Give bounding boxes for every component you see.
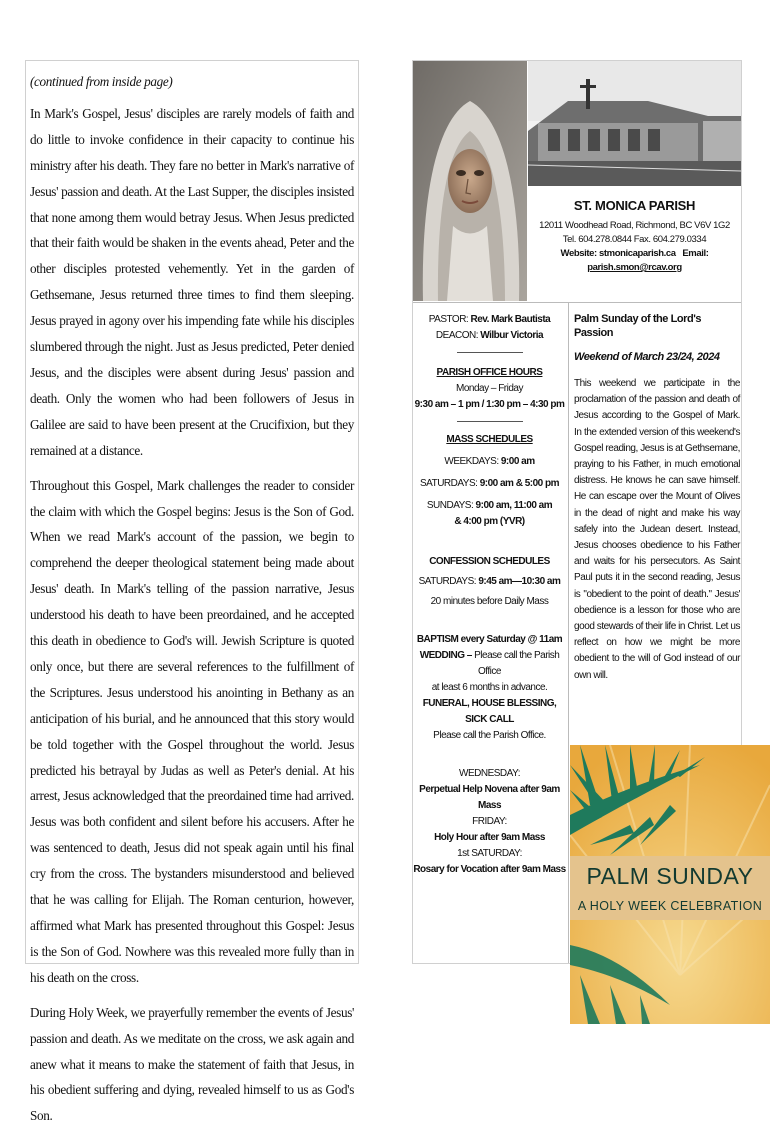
mass-sundays-yvr: & 4:00 pm (YVR) — [454, 516, 525, 527]
office-hours: 9:30 am – 1 pm / 1:30 pm – 4:30 pm — [414, 399, 565, 410]
wednesday-devotion: Perpetual Help Novena after 9am Mass — [419, 784, 560, 811]
wedding-info-2: at least 6 months in advance. — [431, 682, 548, 693]
first-saturday-label: 1st SATURDAY: — [457, 848, 522, 859]
parish-phone: Tel. 604.278.0844 Fax. 604.279.0334 — [562, 234, 707, 245]
parish-email-link[interactable]: parish.smon@rcav.org — [587, 262, 682, 273]
mass-saturdays: 9:00 am & 5:00 pm — [479, 478, 560, 489]
baptism-info: BAPTISM every Saturday @ 11am — [416, 634, 563, 645]
parish-email-label: Email: — [682, 248, 709, 259]
mass-sundays-label: SUNDAYS: — [426, 500, 474, 511]
schedule-column — [413, 312, 566, 878]
wednesday-label: WEDNESDAY: — [459, 768, 520, 779]
parish-contact-block — [528, 186, 741, 302]
mass-weekdays-label: WEEKDAYS: — [444, 456, 499, 467]
funeral-note: Please call the Parish Office. — [433, 730, 546, 741]
deacon-label: DEACON: — [435, 330, 478, 341]
st-monica-statue-image — [413, 61, 527, 301]
office-days: Monday – Friday — [456, 383, 523, 394]
wedding-label: WEDDING – — [419, 650, 472, 661]
funeral-info: FUNERAL, HOUSE BLESSING, SICK CALL — [422, 698, 557, 725]
confession-title: CONFESSION SCHEDULES — [429, 556, 550, 567]
mass-saturdays-label: SATURDAYS: — [419, 478, 478, 489]
reflection-body: This weekend we participate in the proclamation of the passion and death of Jesus according to the Gospel of Mark. In the extended version of this weekend's Gospel reading, Jesus is at Gethsemane, praying to his Father, in much emotional distress. He knows he can save himself. He can escape over the Mount of Olives in the dead of night and make his way safely into the Judean desert. Instead, Jesus chooses obedience to his Father and waits for his persecutors. As Saint Paul puts it in the second reading, Jesus is "obedient to the point of death." Jesus' obedience is a lesson for those who are good stewards of their life in Christ. Let us reflect on how we might be more obedient to the will of God instead of our own will. — [574, 378, 740, 681]
header-divider — [413, 302, 741, 303]
deacon-name: Wilbur Victoria — [480, 330, 544, 341]
first-saturday-devotion: Rosary for Vocation after 9am Mass — [413, 864, 566, 875]
parish-name: ST. MONICA PARISH — [573, 198, 696, 213]
confession-saturdays-label: SATURDAYS: — [418, 576, 477, 587]
office-hours-title: PARISH OFFICE HOURS — [436, 367, 543, 378]
mass-weekdays: 9:00 am — [500, 456, 535, 467]
wedding-info: Please call the Parish Office — [474, 650, 560, 677]
confession-note: 20 minutes before Daily Mass — [430, 596, 549, 607]
friday-label: FRIDAY: — [472, 816, 507, 827]
parish-website-link[interactable]: Website: stmonicaparish.ca — [560, 248, 676, 259]
banner-subtitle: A HOLY WEEK CELEBRATION — [577, 899, 763, 913]
reflection-subtitle: Weekend of March 23/24, 2024 — [574, 351, 720, 363]
reflection-column — [574, 312, 740, 684]
palm-sunday-banner — [570, 745, 770, 1024]
continued-note: (continued from inside page) — [30, 74, 173, 89]
church-building-image — [528, 61, 741, 186]
mass-sundays: 9:00 am, 11:00 am — [475, 500, 553, 511]
banner-title: PALM SUNDAY — [586, 863, 754, 889]
divider — [457, 421, 523, 422]
article-paragraph-1: In Mark's Gospel, Jesus' disciples are rarely models of faith and do little to invoke confidence in their capacity to continue his ministry after his death. They fare no better in Mark's narrative of Jesus' passion and death. At the Last Supper, the disciples insisted that none among them would betray Jesus. When Jesus predicted that their faith would be shaken in the events ahead, Peter and the other disciples protested vehemently. Yet in the garden of Gethsemane, Jesus returned three times to find them sleeping. Jesus prayed in agony over his impending fate while his disciples slumbered through the night. Just as Jesus predicted, Peter denied Jesus, and the disciples were absent during Jesus' passion and death. Only the women who had been followers of Jesus in Galilee are said to have been present at the Crucifixion, but they remained at a distance. — [30, 105, 354, 458]
article-column — [25, 60, 359, 1124]
article-paragraph-3: During Holy Week, we prayerfully remember the events of Jesus' passion and death. As we meditate on the cross, we ask again and anew what it means to make the statement of faith that Jesus, in his obedient suffering and dying, revealed himself to us as God's Son. — [30, 1004, 354, 1124]
pastor-name: Rev. Mark Bautista — [470, 314, 551, 325]
article-paragraph-2: Throughout this Gospel, Mark challenges the reader to consider the claim with which the Gospel begins: Jesus is the Son of God. When we read Mark's account of the passion, we begin to comprehend the deeper theological statement being made about Jesus' death. In Mark's telling of the passion narrative, Jesus understood his death to have been preordained, and he accepted this death in obedience to God's will. Jewish Scripture is quoted only once, but there are several references to the fulfillment of the Scriptures. Jesus understood his anointing in Bethany as an anticipation of his burial, and he announced that this story would be told together with the Gospel throughout the world. Jesus predicted his betrayal by Judas as well as Peter's denial. At his arrest, Jesus acknowledged that the preordained time had arrived. Jesus was both confident and silent before his accusers. After he was sentenced to death, Jesus did not speak again until his final cry from the cross. The bystanders misunderstood and believed that he was calling for Elijah. The Roman centurion, however, affirmed what Mark has presented throughout this Gospel: Jesus is the Son of God. Nowhere was this revealed more fully than in his death on the cross. — [30, 477, 354, 985]
parish-address: 12011 Woodhead Road, Richmond, BC V6V 1G2 — [539, 220, 730, 231]
mass-title: MASS SCHEDULES — [446, 434, 533, 445]
reflection-title: Palm Sunday of the Lord's Passion — [574, 313, 702, 339]
column-divider — [568, 303, 569, 963]
divider — [457, 352, 523, 353]
confession-saturdays: 9:45 am—10:30 am — [478, 576, 561, 587]
friday-devotion: Holy Hour after 9am Mass — [434, 832, 545, 843]
pastor-label: PASTOR: — [428, 314, 469, 325]
